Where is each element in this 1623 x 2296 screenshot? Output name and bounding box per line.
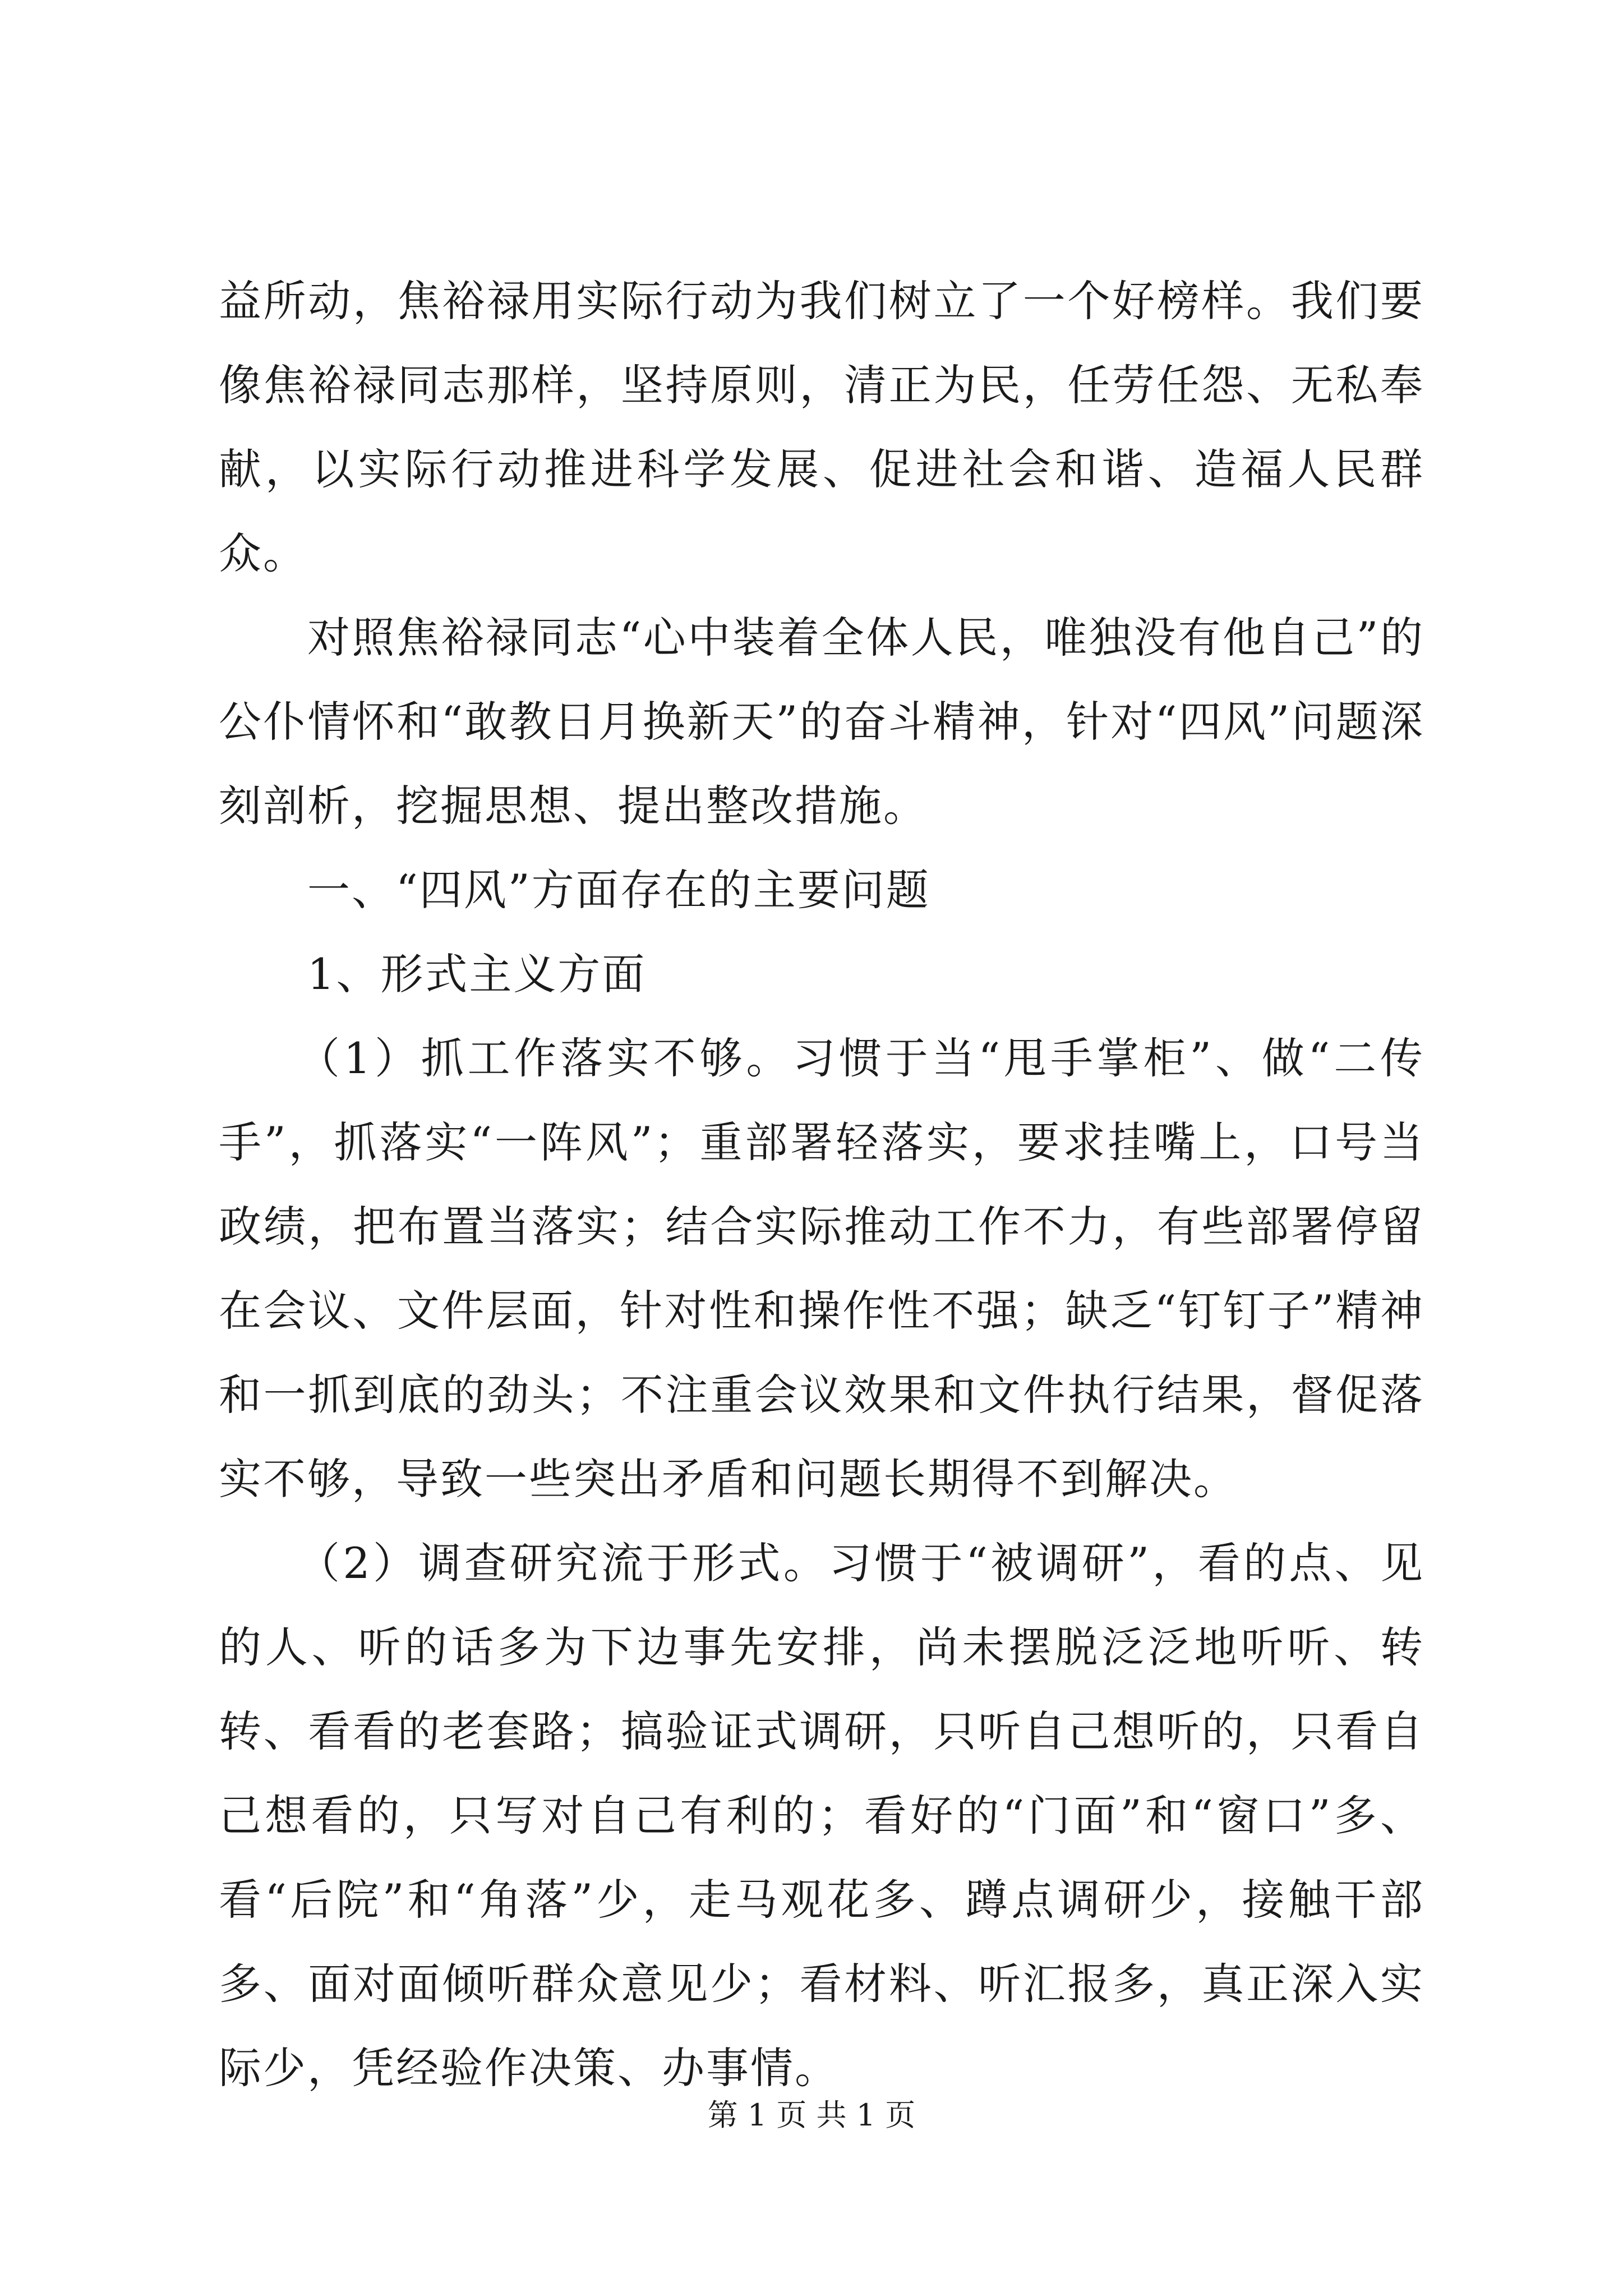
- page-footer: 第 1 页 共 1 页: [707, 2097, 916, 2133]
- section-heading: 一、“四风”方面存在的主要问题: [307, 865, 930, 915]
- subsection-heading: 1、形式主义方面: [307, 949, 647, 999]
- paragraph-continuation: 益所动，焦裕禄用实际行动为我们树立了一个好榜样。我们要像焦裕禄同志那样，坚持原则，清正为民，任劳任怨、无私奉献，以实际行动推进科学发展、促进社会和谐、造福人民群众。: [219, 276, 1424, 578]
- paragraph-intro: 对照焦裕禄同志“心中装着全体人民，唯独没有他自己”的公仆情怀和“敢教日月换新天”的奋斗精神，针对“四风”问题深刻剖析，挖掘思想、提出整改措施。: [219, 613, 1424, 831]
- paragraph-item-1: （1）抓工作落实不够。习惯于当“甩手掌柜”、做“二传手”，抓落实“一阵风”；重部署轻落实，要求挂嘴上，口号当政绩，把布置当落实；结合实际推动工作不力，有些部署停留在会议、文件层面，针对性和操作性不强；缺乏“钉钉子”精神和一抓到底的劲头；不注重会议效果和文件执行结果，督促落实不够，导致一些突出矛盾和问题长期得不到解决。: [219, 1033, 1424, 1504]
- document-body: [219, 259, 1424, 2110]
- paragraph-item-2: （2）调查研究流于形式。习惯于“被调研”，看的点、见的人、听的话多为下边事先安排，尚未摆脱泛泛地听听、转转、看看的老套路；搞验证式调研，只听自己想听的，只看自己想看的，只写对自己有利的；看好的“门面”和“窗口”多、看“后院”和“角落”少，走马观花多、蹲点调研少，接触干部多、面对面倾听群众意见少；看材料、听汇报多，真正深入实际少，凭经验作决策、办事情。: [219, 1538, 1424, 2093]
